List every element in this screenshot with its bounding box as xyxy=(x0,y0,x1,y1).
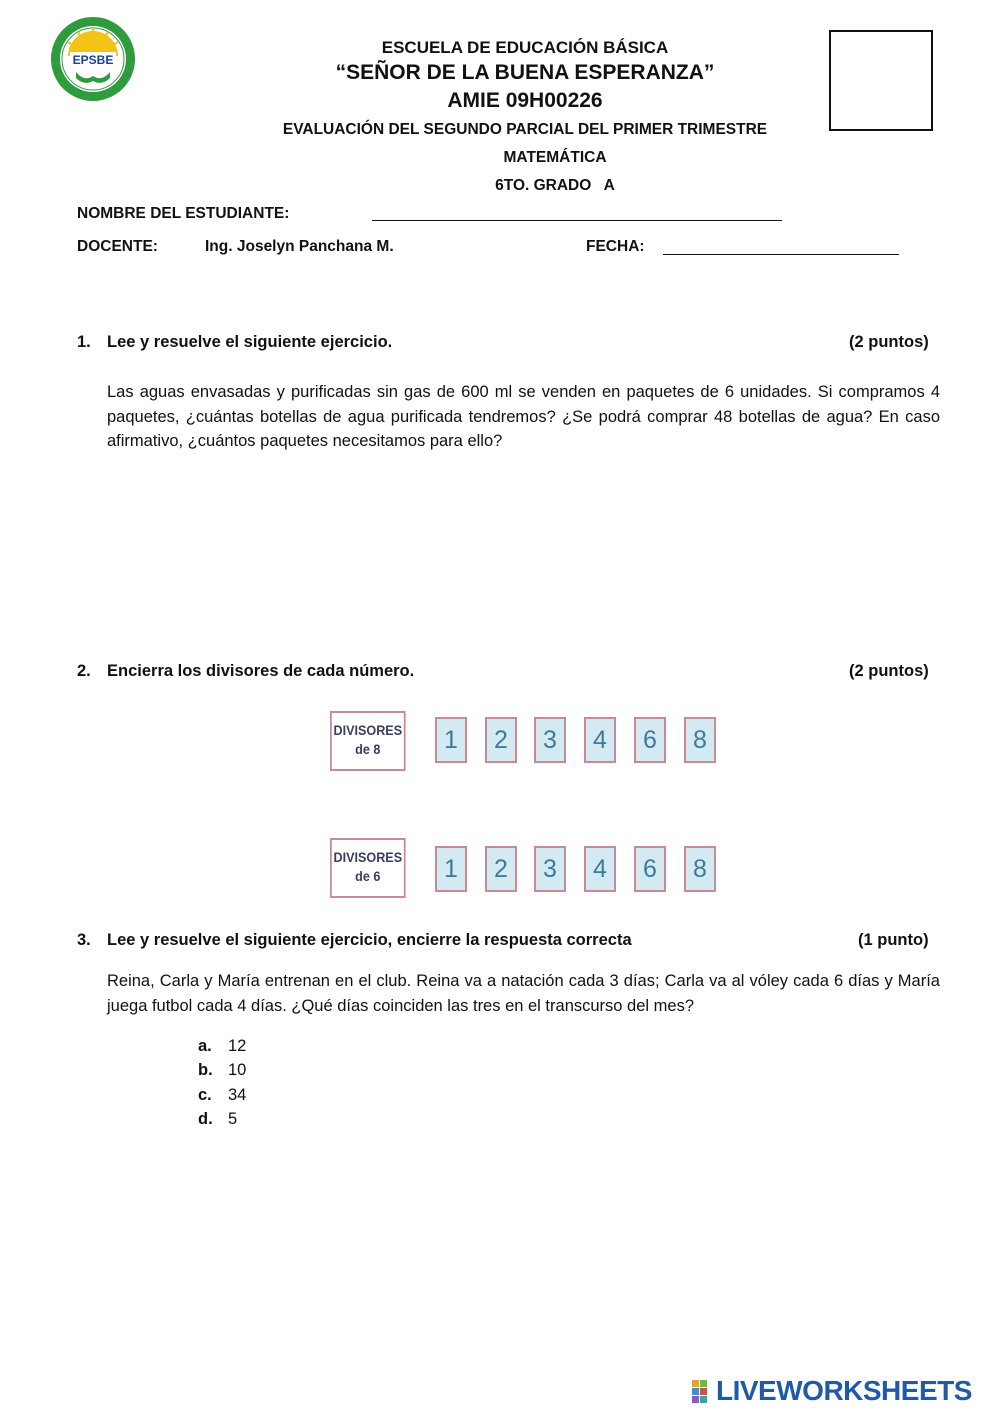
q1-title: Lee y resuelve el siguiente ejercicio. xyxy=(107,333,393,351)
evaluation-title: EVALUACIÓN DEL SEGUNDO PARCIAL DEL PRIMER TRIMESTRE xyxy=(282,121,768,138)
divisors-of-8-label: DIVISORES de 8 xyxy=(330,711,406,771)
school-type: ESCUELA DE EDUCACIÓN BÁSICA xyxy=(381,38,669,57)
school-name: “SEÑOR DE LA BUENA ESPERANZA” xyxy=(335,61,715,84)
q3-text: Reina, Carla y María entrenan en el club. Reina va a natación cada 3 días; Carla va al vóley cada 6 días y María juega futbol cada 4 días. ¿Qué días coinciden las tres en el transcurso del mes? xyxy=(107,972,940,1015)
q3-points: (1 punto) xyxy=(858,931,929,949)
q3-option-d[interactable]: d. 5 xyxy=(198,1110,238,1128)
q2-number: 2. xyxy=(77,662,91,680)
divisor-8-option[interactable]: 2 xyxy=(485,717,517,763)
q3-option-a[interactable]: a. 12 xyxy=(198,1037,247,1055)
q3-option-b[interactable]: b. 10 xyxy=(198,1061,247,1079)
q1-points: (2 puntos) xyxy=(849,333,929,351)
q2-points: (2 puntos) xyxy=(849,662,929,680)
q1-text: Las aguas envasadas y purificadas sin gas de 600 ml se venden en paquetes de 6 unidades. Si compramos 4 paquetes, ¿cuántas botellas de agua purificada tendremos? ¿Se podrá comprar 48 botellas de agua? En caso afirmativo, ¿cuántos paquetes necesitamos para ello? xyxy=(107,383,940,450)
teacher-name: Ing. Joselyn Panchana M. xyxy=(205,238,394,255)
liveworksheets-logo xyxy=(690,1375,972,1407)
divisor-8-option[interactable]: 8 xyxy=(684,717,716,763)
teacher-label: DOCENTE: xyxy=(77,238,158,255)
q1-number: 1. xyxy=(77,333,91,351)
divisors-of-6-group xyxy=(330,838,730,900)
divisors-of-8-group xyxy=(330,711,730,773)
q2-title: Encierra los divisores de cada número. xyxy=(107,662,415,680)
amie-code: AMIE 09H00226 xyxy=(447,89,603,112)
q3-number: 3. xyxy=(77,931,91,949)
student-name-field[interactable] xyxy=(372,206,782,226)
photo-box xyxy=(829,30,933,131)
divisor-6-option[interactable]: 2 xyxy=(485,846,517,892)
grade: 6TO. GRADO A xyxy=(495,177,615,194)
liveworksheets-brand: LIVEWORKSHEETS xyxy=(716,1375,972,1406)
divisors-of-6-label: DIVISORES de 6 xyxy=(330,838,406,898)
school-logo xyxy=(50,16,136,102)
q3-title: Lee y resuelve el siguiente ejercicio, encierre la respuesta correcta xyxy=(107,931,632,949)
divisor-6-option[interactable]: 4 xyxy=(584,846,616,892)
logo-text: EPSBE xyxy=(72,53,114,67)
q1-answer-area[interactable] xyxy=(107,460,940,630)
date-label: FECHA: xyxy=(586,238,645,255)
divisor-8-option[interactable]: 4 xyxy=(584,717,616,763)
divisor-8-option[interactable]: 6 xyxy=(634,717,666,763)
divisor-6-option[interactable]: 6 xyxy=(634,846,666,892)
divisor-8-option[interactable]: 3 xyxy=(534,717,566,763)
divisor-6-option[interactable]: 3 xyxy=(534,846,566,892)
q3-option-c[interactable]: c. 34 xyxy=(198,1086,247,1104)
student-name-label: NOMBRE DEL ESTUDIANTE: xyxy=(77,205,290,222)
divisor-8-option[interactable]: 1 xyxy=(435,717,467,763)
subject: MATEMÁTICA xyxy=(503,149,607,166)
divisor-6-option[interactable]: 8 xyxy=(684,846,716,892)
date-field[interactable] xyxy=(663,240,899,260)
liveworksheets-icon xyxy=(690,1377,716,1405)
divisor-6-option[interactable]: 1 xyxy=(435,846,467,892)
